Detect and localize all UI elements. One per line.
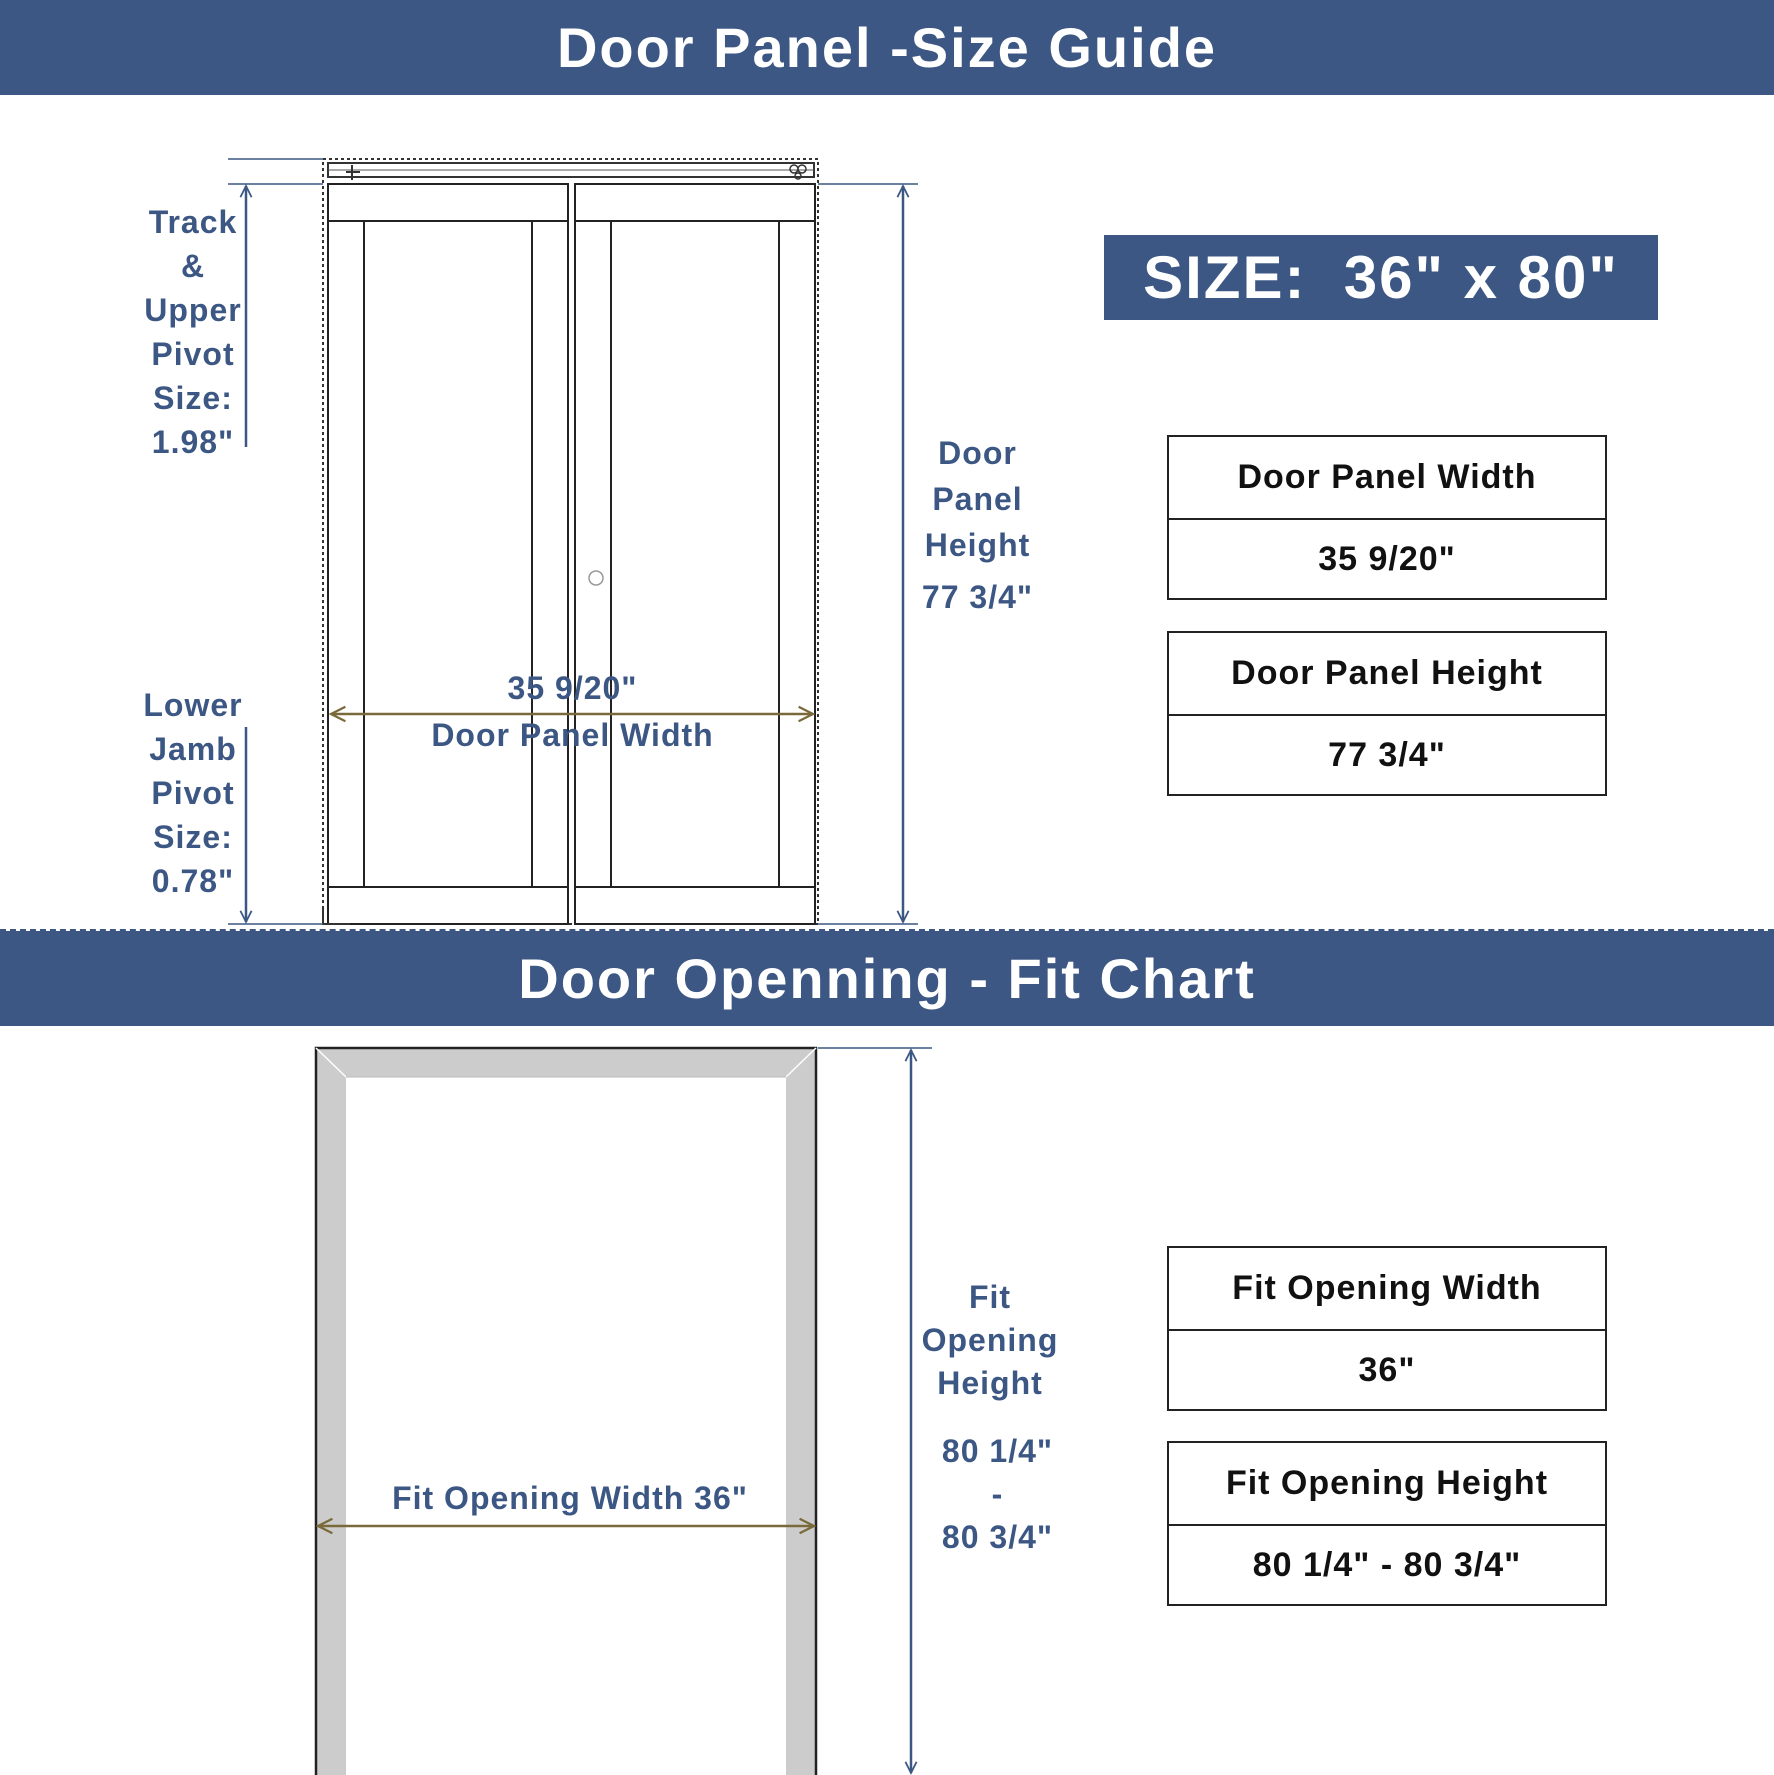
spec-value: 77 3/4" — [1169, 714, 1605, 797]
door-knob-icon — [589, 571, 603, 585]
door-outline-dotted — [323, 159, 818, 924]
panel-height-label: Door Panel Height 77 3/4" — [921, 435, 1034, 615]
spec-title: Door Panel Height — [1231, 653, 1543, 692]
lower-pivot-label: Lower Jamb Pivot Size: 0.78" — [143, 687, 243, 899]
track-pivot-label: Track & Upper Pivot Size: 1.98" — [144, 204, 242, 460]
size-badge: SIZE: 36" x 80" — [1104, 235, 1658, 320]
panel-width-label: Door Panel Width — [431, 717, 714, 753]
spec-value: 35 9/20" — [1169, 518, 1605, 601]
spec-value: 36" — [1169, 1329, 1605, 1412]
section-title-door-panel: Door Panel -Size Guide — [0, 0, 1774, 95]
spec-title: Door Panel Width — [1237, 457, 1537, 496]
spec-title: Fit Opening Width — [1232, 1268, 1542, 1307]
opening-height-label: Fit Opening Height — [921, 1279, 1059, 1401]
opening-width-label: Fit Opening Width 36" — [392, 1480, 748, 1516]
spec-box-opening-width — [1167, 1246, 1607, 1411]
door-opening-frame — [316, 1048, 816, 1775]
opening-height-range: 80 1/4" - 80 3/4" — [941, 1433, 1054, 1555]
spec-box-panel-height — [1167, 631, 1607, 796]
spec-box-opening-height — [1167, 1441, 1607, 1606]
spec-title: Fit Opening Height — [1225, 1463, 1549, 1502]
door-panel-drawing — [323, 159, 818, 924]
spec-box-panel-width — [1167, 435, 1607, 600]
panel-width-value: 35 9/20" — [507, 670, 638, 706]
spec-value: 80 1/4" - 80 3/4" — [1169, 1524, 1605, 1607]
section-title-door-opening: Door Openning - Fit Chart — [0, 931, 1774, 1026]
